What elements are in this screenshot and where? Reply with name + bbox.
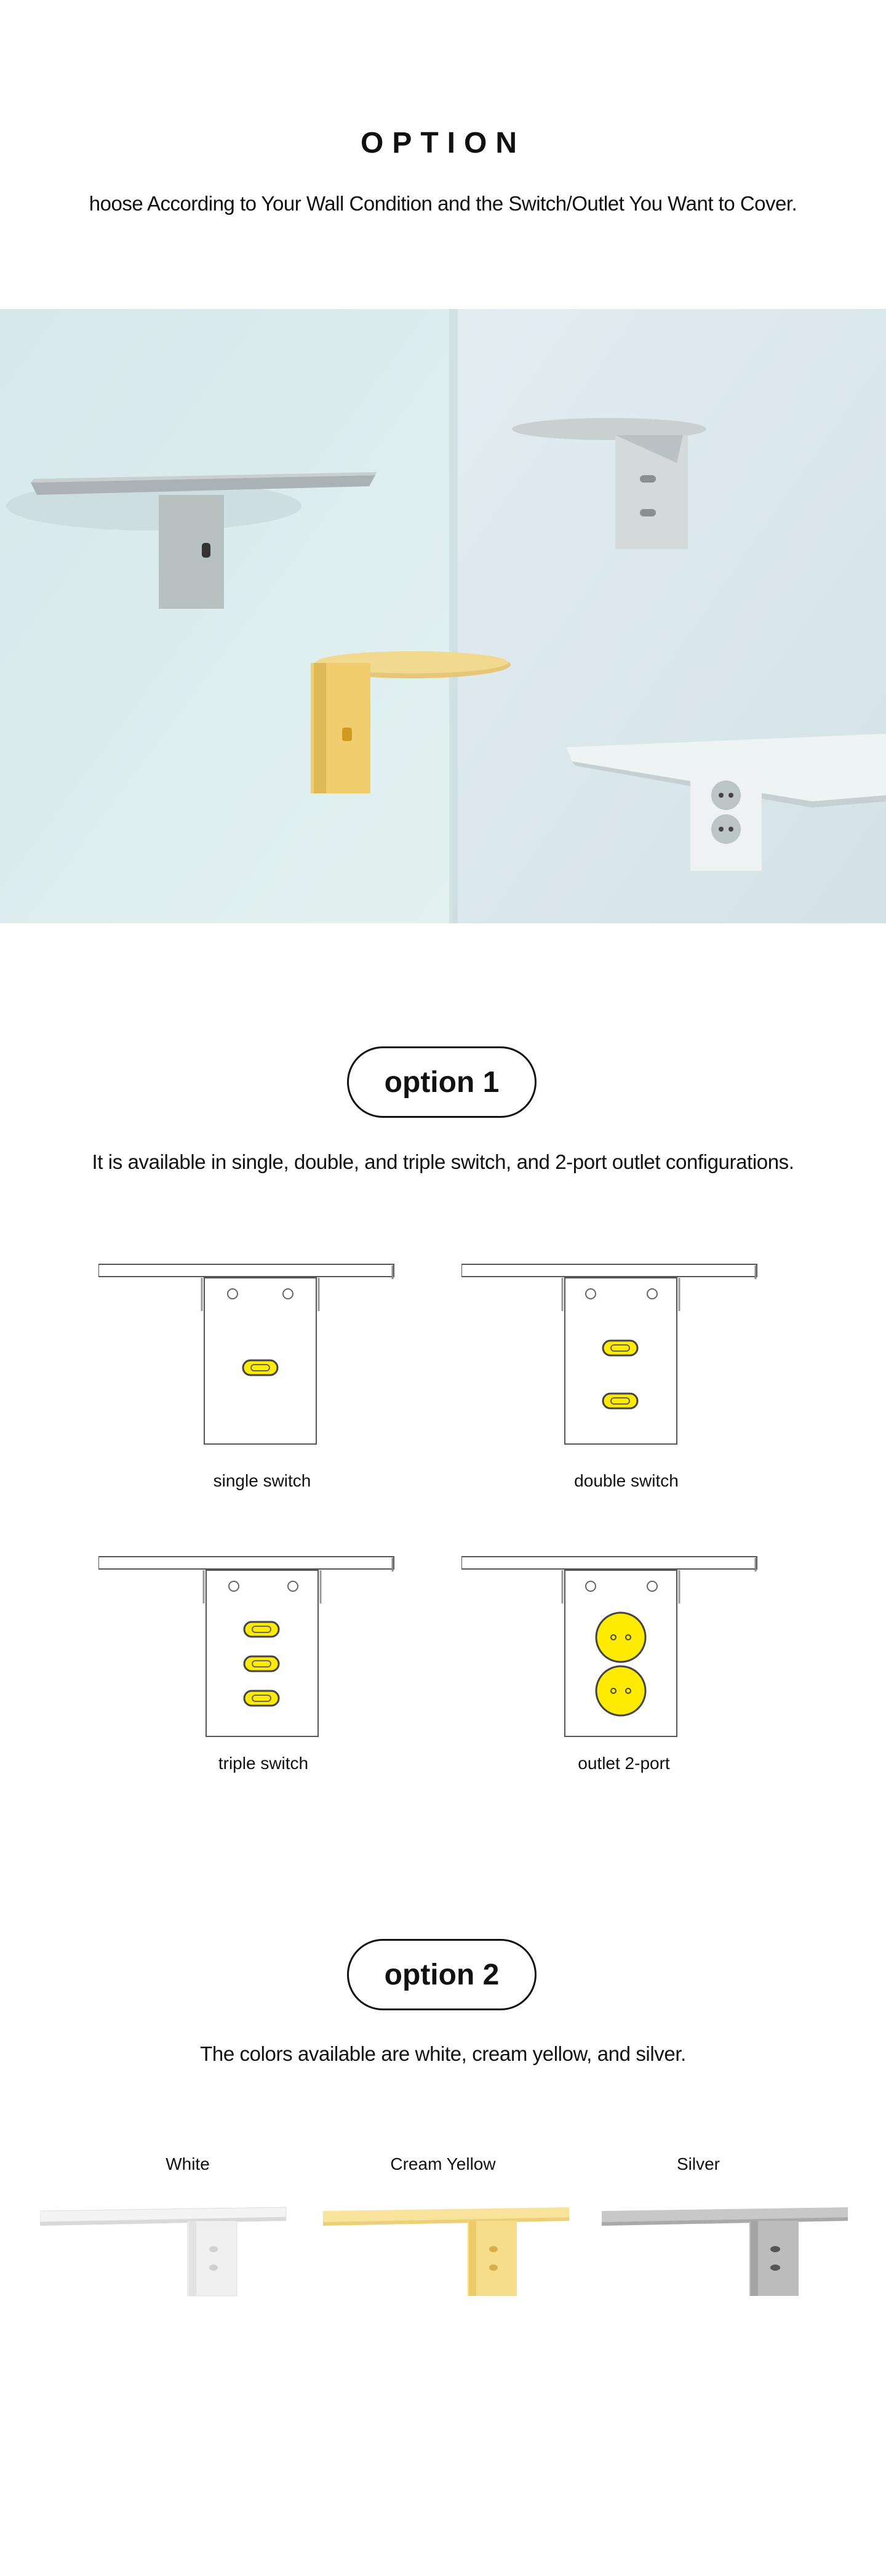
option-1-description: It is available in single, double, and triple switch, and 2-port outlet configurations. <box>92 1150 794 1173</box>
option-1-pill: option 1 <box>347 1046 537 1118</box>
config-label-outlet-2-port: outlet 2-port <box>578 1754 670 1773</box>
wall-corner <box>449 309 458 923</box>
diagram-double-switch <box>461 1262 763 1465</box>
color-label-silver: Silver <box>676 2154 720 2173</box>
diagram-triple-switch <box>98 1554 400 1757</box>
config-label-triple-switch: triple switch <box>218 1754 309 1773</box>
diagram-outlet-2-port <box>461 1554 763 1757</box>
right-wall <box>452 309 886 923</box>
product-white <box>40 2204 298 2302</box>
hero-product-photo <box>0 309 886 923</box>
option-2-pill: option 2 <box>347 1939 537 2010</box>
config-label-single-switch: single switch <box>213 1471 311 1490</box>
color-label-white: White <box>166 2154 210 2173</box>
diagram-single-switch <box>98 1262 400 1465</box>
left-wall <box>0 309 455 923</box>
color-label-cream-yellow: Cream Yellow <box>390 2154 496 2173</box>
page-title: OPTION <box>360 127 525 159</box>
config-label-double-switch: double switch <box>574 1471 679 1490</box>
product-cream-yellow <box>323 2204 581 2302</box>
product-silver <box>602 2204 860 2302</box>
page-subtitle: hoose According to Your Wall Condition and the Switch/Outlet You Want to Cover. <box>89 192 797 215</box>
option-2-description: The colors available are white, cream yellow, and silver. <box>200 2042 686 2065</box>
